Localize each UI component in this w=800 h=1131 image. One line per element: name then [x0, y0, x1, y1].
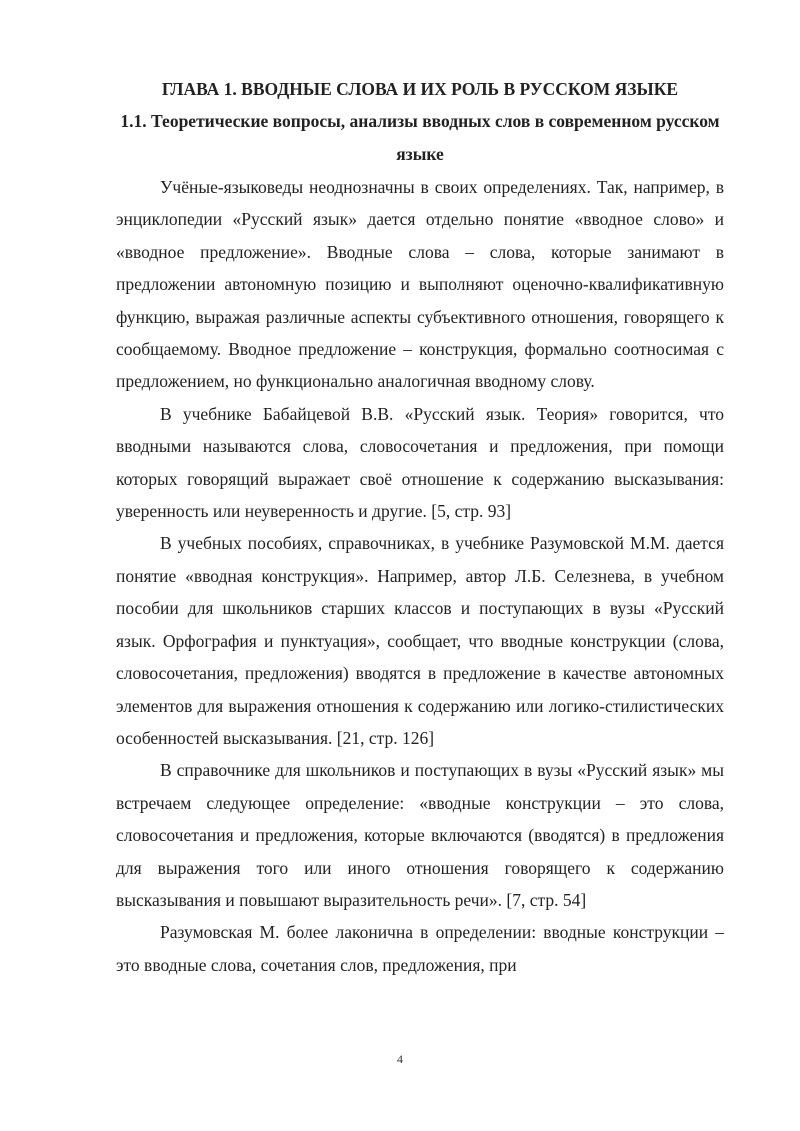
body-paragraph: Учёные-языковеды неоднозначны в своих определениях. Так, например, в энциклопедии «Русский язык» дается отдельно понятие «вводное слово» и «вводное предложение». Вводные слова – слова, которые занимают в предложении автономную позицию и выполняют оценочно-квалификативную функцию, выражая различные аспекты субъективного отношения, говорящего к сообщаемому. Вводное предложение – конструкция, формально соотносимая с предложением, но функционально аналогичная вводному слову.	[116, 177, 724, 392]
page-content	[116, 73, 724, 981]
body-paragraph: Разумовская М. более лаконична в определении: вводные конструкции – это вводные слова, сочетания слов, предложения, при	[116, 922, 724, 975]
body-paragraph: В справочнике для школьников и поступающих в вузы «Русский язык» мы встречаем следующее определение: «вводные конструкции – это слова, словосочетания и предложения, которые включаются (вводятся) в предложения для выражения того или иного отношения говорящего к содержанию высказывания и повышают выразительность речи». [7, стр. 54]	[116, 760, 724, 910]
body-paragraph: В учебнике Бабайцевой В.В. «Русский язык. Теория» говорится, что вводными называются слова, словосочетания и предложения, при помощи которых говорящий выражает своё отношение к содержанию высказывания: уверенность или неуверенность и другие. [5, стр. 93]	[116, 403, 724, 522]
section-title: 1.1. Теоретические вопросы, анализы вводных слов в современном русском языке	[120, 111, 720, 164]
chapter-title: ГЛАВА 1. ВВОДНЫЕ СЛОВА И ИХ РОЛЬ В РУССКОМ ЯЗЫКЕ	[161, 79, 679, 99]
page-number: 4	[397, 1052, 403, 1066]
body-paragraph: В учебных пособиях, справочниках, в учебнике Разумовской М.М. дается понятие «вводная конструкция». Например, автор Л.Б. Селезнева, в учебном пособии для школьников старших классов и поступающих в вузы «Русский язык. Орфография и пунктуация», сообщает, что вводные конструкции (слова, словосочетания, предложения) вводятся в предложение в качестве автономных элементов для выражения отношения к содержанию или логико-стилистических особенностей высказывания. [21, стр. 126]	[116, 533, 724, 748]
